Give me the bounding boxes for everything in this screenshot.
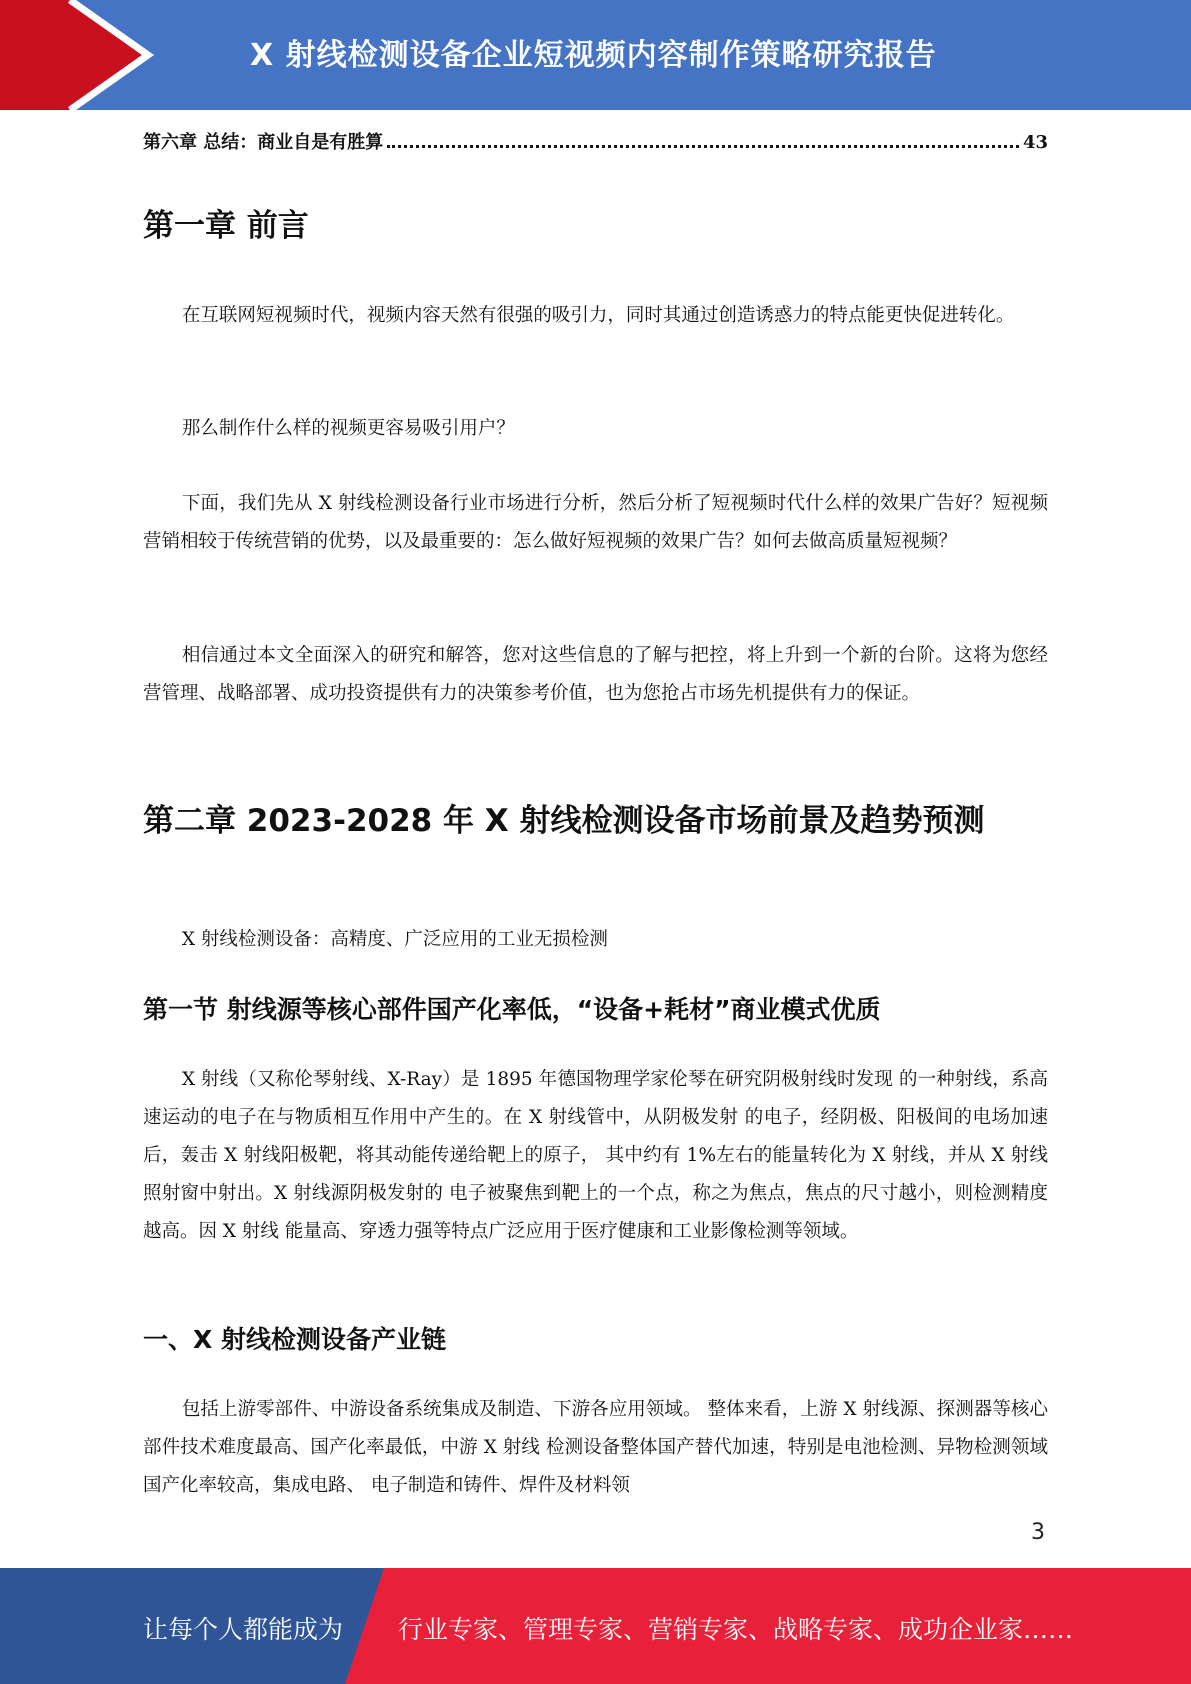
section1-paragraph: X 射线（又称伦琴射线、X-Ray）是 1895 年德国物理学家伦琴在研究阴极射线时发现 的一种射线，系高速运动的电子在与物质相互作用中产生的。在 X 射线管中，从阴极发射 的电子，经阴极、阳极间的电场加速后，轰击 X 射线阳极靶，将其动能传递给靶上的原子， 其中约有 1%左右的能量转化为 X 射线，并从 X 射线照射窗中射出。X 射线源阴极发射的 电子被聚焦到靶上的一个点，称之为焦点，焦点的尺寸越小，则检测精度越高。因 X 射线 能量高、穿透力强等特点广泛应用于医疗健康和工业影像检测等领域。 (143, 1069, 1048, 1242)
footer-slogan-right: 行业专家、管理专家、营销专家、战略专家、成功企业家…… (398, 1615, 1074, 1644)
chapter1-paragraph-3: 下面，我们先从 X 射线检测设备行业市场进行分析，然后分析了短视频时代什么样的效果广告好？短视频营销相较于传统营销的优势，以及最重要的：怎么做好短视频的效果广告？如何去做高质量短视频？ (143, 493, 1048, 552)
page-footer (0, 1568, 1191, 1684)
subsection1-paragraph: 包括上游零部件、中游设备系统集成及制造、下游各应用领域。 整体来看，上游 X 射线源、探测器等核心部件技术难度最高、国产化率最低，中游 X 射线 检测设备整体国产替代加速，特别是电池检测、异物检测领域国产化率较高，集成电路、 电子制造和铸件、焊件及材料领 (143, 1399, 1048, 1496)
chapter2-heading: 第二章 2023-2028 年 X 射线检测设备市场前景及趋势预测 (143, 803, 985, 839)
subsection1-heading: 一、X 射线检测设备产业链 (143, 1325, 446, 1354)
chapter1-paragraph-4: 相信通过本文全面深入的研究和解答，您对这些信息的了解与把控，将上升到一个新的台阶。这将为您经营管理、战略部署、成功投资提供有力的决策参考价值，也为您抢占市场先机提供有力的保证。 (143, 645, 1048, 704)
toc-leader-dots (387, 145, 1019, 148)
page-number: 3 (1031, 1520, 1045, 1545)
chapter1-heading: 第一章 前言 (143, 208, 309, 244)
toc-entry-label: 第六章 总结：商业自是有胜算 (143, 132, 384, 153)
chapter2-intro: X 射线检测设备：高精度、广泛应用的工业无损检测 (181, 929, 608, 950)
section1-heading: 第一节 射线源等核心部件国产化率低，“设备+耗材”商业模式优质 (143, 995, 881, 1024)
footer-slogan-left: 让每个人都能成为 (143, 1615, 344, 1644)
page-header (0, 0, 1191, 110)
chapter1-paragraph-1: 在互联网短视频时代，视频内容天然有很强的吸引力，同时其通过创造诱惑力的特点能更快促进转化。 (181, 305, 1015, 326)
header-red-arrow (0, 0, 148, 110)
toc-entry-page: 43 (1022, 132, 1048, 153)
chapter1-paragraph-2: 那么制作什么样的视频更容易吸引用户？ (181, 418, 515, 439)
toc-entry[interactable] (143, 128, 1048, 154)
report-title: X 射线检测设备企业短视频内容制作策略研究报告 (250, 38, 937, 73)
